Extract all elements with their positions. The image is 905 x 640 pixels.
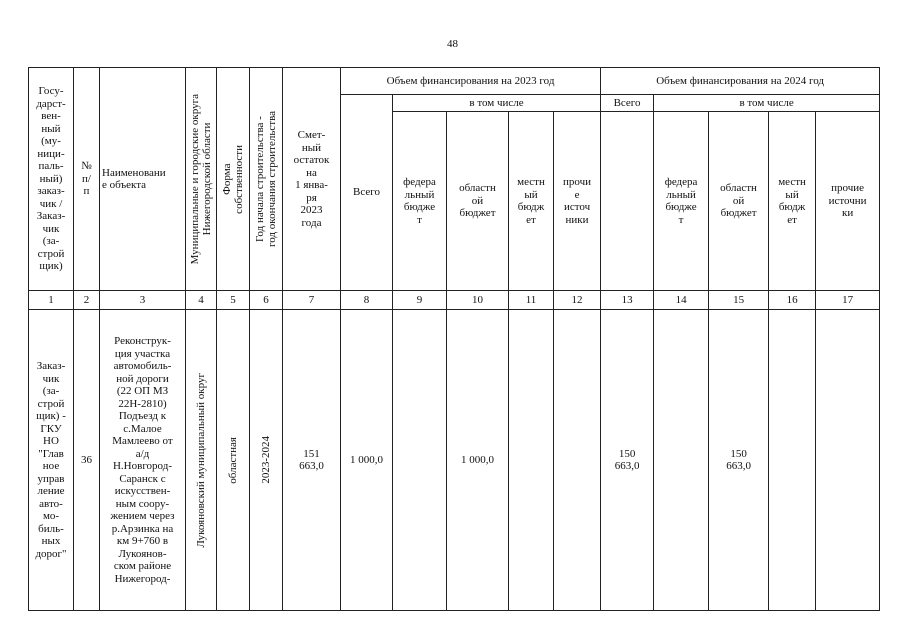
header-district-cell xyxy=(186,68,217,291)
column-number: 9 xyxy=(393,291,447,310)
column-number: 1 xyxy=(29,291,74,310)
column-number: 7 xyxy=(283,291,341,310)
header-including-2023: в том числе xyxy=(393,95,601,112)
header-financing-2023: Объем финансирования на 2023 год xyxy=(341,68,601,95)
row-object-name: Реконструк- ция участка автомобиль- ной дороги (22 ОП МЗ 22Н-2810) Подъезд к с.Малое Мамлеево от а/д Н.Новгород- Саранск с искусствен- ным соору- жением через р.Арзинка на км 9+760 в Лукоянов- ском районе Нижегород- xyxy=(100,310,186,611)
column-numbers-row xyxy=(29,291,880,310)
row-federal-2023 xyxy=(393,310,447,611)
header-financing-2024: Объем финансирования на 2024 год xyxy=(601,68,880,95)
row-federal-2024 xyxy=(654,310,709,611)
column-number: 14 xyxy=(654,291,709,310)
row-years-cell xyxy=(250,310,283,611)
header-years: Год начала строительства - год окончания строительства xyxy=(254,111,278,247)
header-federal-2023: федера льный бюдже т xyxy=(393,112,447,291)
header-row-1 xyxy=(29,68,880,95)
row-total-2024: 150 663,0 xyxy=(601,310,654,611)
row-number: 36 xyxy=(74,310,100,611)
header-ownership-cell xyxy=(217,68,250,291)
column-number: 11 xyxy=(509,291,554,310)
row-ownership: областная xyxy=(227,436,239,484)
table-row xyxy=(29,310,880,611)
column-number: 16 xyxy=(769,291,816,310)
row-district-cell xyxy=(186,310,217,611)
header-object-name: Наименовани е объекта xyxy=(100,68,186,291)
column-number: 12 xyxy=(554,291,601,310)
header-total-2024: Всего xyxy=(601,95,654,112)
column-number: 13 xyxy=(601,291,654,310)
column-number: 2 xyxy=(74,291,100,310)
header-empty-2024 xyxy=(601,112,654,291)
column-number: 4 xyxy=(186,291,217,310)
row-other-2023 xyxy=(554,310,601,611)
row-local-2023 xyxy=(509,310,554,611)
column-number: 10 xyxy=(447,291,509,310)
financing-table xyxy=(28,67,880,611)
page-number: 48 xyxy=(447,38,458,50)
header-other-2024: прочие источни ки xyxy=(816,112,880,291)
column-number: 17 xyxy=(816,291,880,310)
header-including-2024: в том числе xyxy=(654,95,880,112)
header-ownership: Форма собственности xyxy=(221,144,245,214)
row-ownership-cell xyxy=(217,310,250,611)
header-total-2023: Всего xyxy=(341,95,393,291)
row-district: Лукояновский муниципальный округ xyxy=(195,372,207,548)
column-number: 8 xyxy=(341,291,393,310)
header-other-2023: прочи е источ ники xyxy=(554,112,601,291)
header-district: Муниципальные и городские округа Нижегородской области xyxy=(189,93,213,265)
header-balance: Смет- ный остаток на 1 янва- ря 2023 года xyxy=(283,68,341,291)
header-number: № п/ п xyxy=(74,68,100,291)
column-number: 5 xyxy=(217,291,250,310)
header-local-2024: местн ый бюдж ет xyxy=(769,112,816,291)
header-years-cell xyxy=(250,68,283,291)
row-local-2024 xyxy=(769,310,816,611)
header-federal-2024: федера льный бюдже т xyxy=(654,112,709,291)
header-regional-2023: областн ой бюджет xyxy=(447,112,509,291)
column-number: 3 xyxy=(100,291,186,310)
column-number: 15 xyxy=(709,291,769,310)
header-regional-2024: областн ой бюджет xyxy=(709,112,769,291)
row-customer: Заказ- чик (за- строй щик) - ГКУ НО "Глав ное управ ление авто- мо- биль- ных дорог" xyxy=(29,310,74,611)
header-customer: Госу- дарст- вен- ный (му- ници- паль- ный) заказ- чик / Заказ- чик (за- строй щик) xyxy=(29,68,74,291)
row-regional-2024: 150 663,0 xyxy=(709,310,769,611)
row-regional-2023: 1 000,0 xyxy=(447,310,509,611)
header-local-2023: местн ый бюдж ет xyxy=(509,112,554,291)
row-balance: 151 663,0 xyxy=(283,310,341,611)
row-years: 2023-2024 xyxy=(260,436,272,484)
column-number: 6 xyxy=(250,291,283,310)
row-total-2023: 1 000,0 xyxy=(341,310,393,611)
row-other-2024 xyxy=(816,310,880,611)
